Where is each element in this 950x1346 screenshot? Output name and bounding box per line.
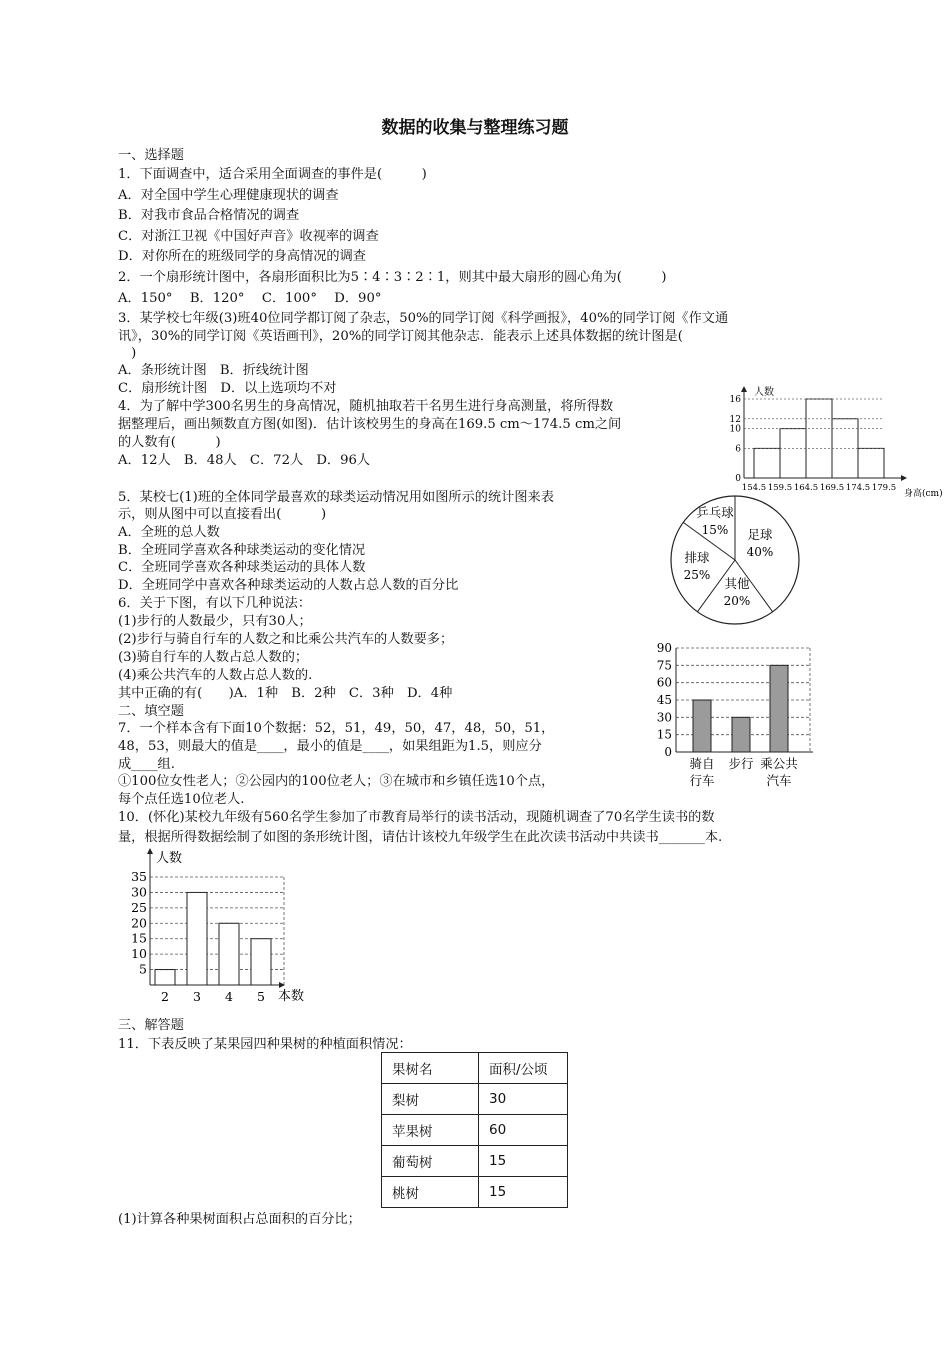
q10-bar-chart (118, 845, 328, 1008)
q7-line4: ①100位女性老人；②公园内的100位老人；③在城市和乡镇任选10个点， (118, 774, 555, 789)
table-cell-name: 葡萄树 (382, 1146, 479, 1177)
q10-y-tick-label: 30 (131, 884, 147, 900)
q10-category-label: 3 (193, 989, 201, 1004)
table-cell-area: 15 (479, 1146, 568, 1177)
q10-y-tick-label: 15 (131, 930, 147, 946)
q5-option-a: A．全班的总人数 (118, 525, 220, 540)
q6-y-tick-label: 75 (656, 658, 672, 673)
table-cell-area: 15 (479, 1177, 568, 1208)
table-row (382, 1146, 568, 1177)
q4-y-tick-label: 12 (729, 414, 741, 425)
q6-category-label: 骑自 (689, 756, 715, 771)
q6-y-tick-label: 30 (656, 710, 672, 725)
q3-options-ab: A．条形统计图 B．折线统计图 (118, 363, 309, 378)
q1-option-a: A．对全国中学生心理健康现状的调查 (118, 188, 339, 203)
q6-bar-chart (645, 640, 820, 790)
q4-histogram (728, 383, 950, 501)
q6-y-tick-label: 60 (656, 675, 672, 690)
q10-y-axis-label: 人数 (156, 851, 183, 866)
q4-y-tick-label: 0 (735, 474, 741, 484)
q4-y-tick-label: 16 (729, 395, 741, 405)
table-cell-area: 60 (479, 1115, 568, 1146)
q6-bar (770, 665, 788, 752)
q4-x-tick-label: 164.5 (793, 483, 819, 493)
q3-line2: 讯》，30%的同学订阅《英语画刊》，20%的同学订阅其他杂志．能表示上述具体数据的统计图是( (118, 329, 683, 344)
q5-pie-slice-label: 乒乓球 (696, 505, 734, 520)
q4-x-tick-label: 159.5 (767, 483, 793, 493)
q1-option-d: D．对你所在的班级同学的身高情况的调查 (118, 249, 366, 264)
table-header-cell: 面积/公顷 (479, 1053, 568, 1084)
q10-category-label: 4 (225, 989, 233, 1004)
q4-histogram-bar (806, 399, 832, 478)
q4-x-axis-label: 身高(cm) (904, 489, 943, 499)
q6-category-label: 乘公共 (760, 756, 798, 771)
q10-category-label: 2 (161, 989, 169, 1004)
q6-statement-1: (1)步行的人数最少，只有30人； (118, 614, 312, 629)
table-row (382, 1115, 568, 1146)
q6-category-label: 行车 (689, 773, 715, 788)
table-header-cell: 果树名 (382, 1053, 479, 1084)
q5-line2: 示，则从图中可以直接看出( ) (118, 507, 327, 522)
table-cell-name: 桃树 (382, 1177, 479, 1208)
q5-pie-slice-label: 其他 (724, 576, 750, 591)
q10-y-tick-label: 25 (131, 899, 147, 915)
q5-option-d: D．全班同学中喜欢各种球类运动的人数占总人数的百分比 (118, 578, 459, 593)
q10-bar (155, 970, 175, 985)
q5-pie-slice-pct: 15% (701, 523, 729, 537)
q10-bar (251, 939, 271, 985)
table-row (382, 1177, 568, 1208)
q6-category-label: 步行 (728, 756, 754, 771)
section-heading-answer: 三、解答题 (118, 1018, 184, 1033)
q7-line5: 每个点任选10位老人. (118, 792, 245, 807)
q2-options: A．150° B．120° C．100° D．90° (118, 291, 382, 306)
q10-y-tick-label: 35 (131, 869, 147, 884)
q10-bar (219, 923, 239, 985)
q6-statement-3: (3)骑自行车的人数占总人数的； (118, 650, 309, 665)
q7-line3: 成____组. (118, 757, 175, 772)
q5-pie-slice-pct: 25% (683, 568, 711, 582)
q4-line3: 的人数有( ) (118, 435, 221, 450)
q3-line3: ) (118, 346, 137, 361)
q6-bar (732, 717, 750, 752)
q10-line2: 量，根据所得数据绘制了如图的条形统计图，请估计该校九年级学生在此次读书活动中共读书_______本. (118, 830, 723, 845)
q4-x-tick-label: 179.5 (871, 483, 897, 493)
q5-pie-slice-label: 排球 (684, 550, 710, 565)
table-header-row (382, 1053, 568, 1084)
q5-option-c: C．全班同学喜欢各种球类运动的具体人数 (118, 560, 366, 575)
q6-statement-4: (4)乘公共汽车的人数占总人数的. (118, 668, 313, 683)
q10-y-tick-label: 10 (131, 946, 147, 962)
q6-bar (693, 700, 711, 752)
q10-y-tick-label: 5 (139, 961, 147, 977)
table-cell-name: 苹果树 (382, 1115, 479, 1146)
q4-y-tick-label: 10 (729, 424, 741, 435)
q4-line1: 4．为了解中学300名男生的身高情况，随机抽取若干名男生进行身高测量，将所得数 (118, 399, 614, 414)
q4-x-tick-label: 154.5 (741, 483, 767, 493)
q4-y-tick-label: 6 (735, 444, 741, 455)
q11-stem: 11．下表反映了某果园四种果树的种植面积情况： (118, 1037, 412, 1052)
q5-pie-chart (664, 494, 806, 630)
q10-line1: 10．(怀化)某校九年级有560名学生参加了市教育局举行的读书活动，现随机调查了70名学生读书的数 (118, 810, 715, 825)
q4-x-tick-label: 174.5 (845, 483, 871, 493)
fruit-tree-table (381, 1052, 568, 1208)
q6-y-tick-label: 15 (656, 727, 672, 742)
section-heading-fill: 二、填空题 (118, 704, 184, 719)
q6-y-tick-label: 90 (656, 641, 672, 655)
q6-y-tick-label: 45 (656, 693, 672, 707)
q10-category-label: 5 (257, 989, 265, 1004)
q4-histogram-bar (858, 448, 884, 478)
q5-line1: 5．某校七(1)班的全体同学最喜欢的球类运动情况用如图所示的统计图来表 (118, 490, 554, 505)
section-heading-choice: 一、选择题 (118, 148, 184, 163)
q11-sub1: (1)计算各种果树面积占总面积的百分比； (118, 1212, 361, 1227)
q6-options: 其中正确的有( )A．1种 B．2种 C．3种 D．4种 (118, 686, 453, 701)
q4-histogram-bar (780, 429, 806, 478)
q7-line2: 48，53，则最大的值是____，最小的值是____，如果组距为1.5，则应分 (118, 739, 542, 754)
q10-x-axis-label: 本数 (278, 989, 305, 1004)
q1-option-b: B．对我市食品合格情况的调查 (118, 208, 300, 223)
q5-option-b: B．全班同学喜欢各种球类运动的变化情况 (118, 543, 366, 558)
page-title: 数据的收集与整理练习题 (381, 118, 569, 138)
q2-stem: 2．一个扇形统计图中，各扇形面积比为5∶4∶3∶2∶1，则其中最大扇形的圆心角为( ) (118, 270, 667, 285)
q4-x-tick-label: 169.5 (819, 483, 845, 493)
q3-options-cd: C．扇形统计图 D．以上选项均不对 (118, 381, 337, 396)
q10-bar (187, 892, 207, 985)
q6-stem: 6．关于下图，有以下几种说法： (118, 596, 312, 611)
q4-histogram-bar (754, 448, 780, 478)
q6-y-tick-label: 0 (664, 745, 672, 759)
q4-y-axis-label: 人数 (754, 387, 774, 398)
table-row (382, 1084, 568, 1115)
q5-pie-slice-pct: 40% (746, 545, 774, 559)
q10-y-tick-label: 20 (131, 915, 147, 931)
q7-line1: 7．一个样本含有下面10个数据：52，51，49，50，47，48，50，51， (118, 721, 555, 736)
q6-statement-2: (2)步行与骑自行车的人数之和比乘公共汽车的人数要多； (118, 632, 454, 647)
q3-line1: 3．某学校七年级(3)班40位同学都订阅了杂志，50%的同学订阅《科学画报》，40%的同学订阅《作文通 (118, 311, 729, 326)
q4-line2: 据整理后，画出频数直方图(如图)．估计该校男生的身高在169.5 cm～174.5 cm之间 (118, 417, 622, 432)
q1-option-c: C．对浙江卫视《中国好声音》收视率的调查 (118, 229, 379, 244)
q4-options: A．12人 B．48人 C．72人 D．96人 (118, 453, 371, 468)
q5-pie-slice-pct: 20% (723, 594, 751, 608)
table-cell-area: 30 (479, 1084, 568, 1115)
table-cell-name: 梨树 (382, 1084, 479, 1115)
q5-pie-slice-label: 足球 (747, 527, 773, 542)
q6-category-label: 汽车 (766, 773, 792, 788)
q1-stem: 1．下面调查中，适合采用全面调查的事件是( ) (118, 167, 427, 182)
